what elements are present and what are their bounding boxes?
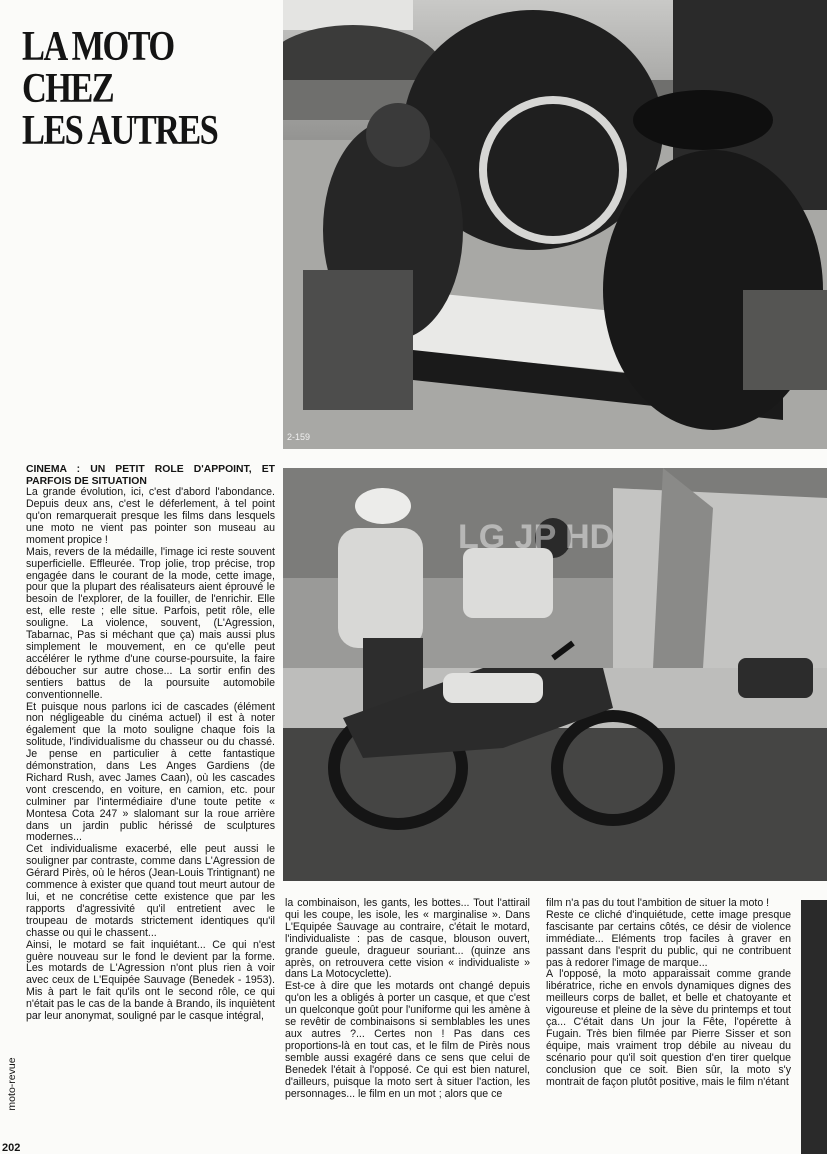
column-1-paragraph-1: La grande évolution, ici, c'est d'abord l'abondance. Depuis deux ans, c'est le déferlement, à tel point qu'on remarquerait presque les films dans lesquels une moto ne vient pas pointer son museau au moment propice ! (26, 486, 275, 546)
section-heading: CINEMA : UN PETIT ROLE D'APPOINT, ET PARFOIS DE SITUATION (26, 464, 275, 487)
column-2-paragraph-1: la combinaison, les gants, les bottes... Tout l'attirail qui les coupe, les isole, les « marginalise ». Dans L'Equipée Sauvage au contraire, c'était le motard, l'individualiste : pas de casque, blouson ouvert, grande gueule, dragueur souriant... (quinze ans après, on retrouvera cette vision « individualiste » dans La Motocyclette). (285, 898, 530, 981)
column-3-paragraph-2: Reste ce cliché d'inquiétude, cette image presque fascisante par certains côtés, ce désir de violence immédiate... Eléments trop faciles à graver en passant dans l'esprit du public, qui ne contribuent pas à redorer l'image de marque... (546, 908, 791, 969)
column-3-paragraph-1: film n'a pas du tout l'ambition de situer la moto ! (546, 898, 770, 909)
bottom-photo-couple-on-moped (283, 468, 827, 881)
article-column-2 (285, 898, 530, 1154)
column-3-paragraph-3: A l'opposé, la moto apparaissait comme grande libératrice, riche en envols dynamiques dignes des meilleurs corps de ballet, et belle et chatoyante et vigoureuse et pleine de la sève du printemps et tout ça... C'était dans Un jour la Fête, l'opérette à Fugain. Très bien filmée par Pierre Sisser et son équipe, mais vraiment trop débile au niveau du scénario pour qu'il soit question d'en tirer quelque conclusion que ce soit. Bien sûr, la moto s'y montrait de façon plutôt positive, mais le film n'étant (546, 968, 791, 1088)
column-1-paragraph-4: Cet individualisme exacerbé, elle peut aussi le souligner par contraste, comme dans L'Agression de Gérard Pirès, où le héros (Jean-Louis Trintignant) ne commence à exister que quand tout meurt autour de lui, et ne concrétise cette existence que par les rapports d'agressivité qu'il entretient avec le troupeau de motards strictement identiques qu'il chasse ou qui le chassent... (26, 843, 275, 939)
article-column-3 (546, 898, 791, 1154)
article-column-1 (26, 464, 275, 1154)
column-1-paragraph-2: Mais, revers de la médaille, l'image ici reste souvent superficielle. Effleurée. Trop jolie, trop précise, trop engagée dans le courant de la mode, cette image, pour que la plupart des réalisateurs aient éprouvé le besoin de l'explorer, de la fouiller, de l'enrichir. Elle est, elle reste ; elle situe. Parfois, petit rôle, elle souligne. La violence, souvent, (L'Agression, Tabarnac, Pas si méchant que ça) mais aussi plus simplement le mouvement, en ce qu'elle peut accélérer le rythme d'une course-poursuite, la faire déboucher sur autre chose... La sortir enfin des sentiers battus de la poursuite automobile conventionnelle. (26, 545, 275, 701)
page-number: 202 (2, 1142, 21, 1154)
title-line-1: LA MOTO (22, 24, 174, 70)
magazine-name: moto-revue (6, 1057, 18, 1111)
page-edge-photo-strip (801, 900, 827, 1154)
article-title (22, 26, 227, 152)
column-2-paragraph-2: Est-ce à dire que les motards ont changé depuis qu'on les a obligés à porter un casque, et que c'est un quelconque goût pour l'uniforme qui les amène à se revêtir de combinaisons si semblables les unes aux autres ?... Certes non ! Pas dans ces proportions-là en tout cas, et le film de Pirès nous semble aussi exagéré dans ce sens que celui de Benedek l'était à l'opposé. Ce qui est bien naturel, d'ailleurs, puisque la moto sert à situer l'action, les personnages... le film en un mot ; alors que ce (285, 980, 530, 1100)
column-1-paragraph-3: Et puisque nous parlons ici de cascades (élément non négligeable du cinéma actuel) il est à noter également que la moto souligne chaque fois la solitude, l'individualisme du chasseur ou du chassé. Je pense en particulier à cette fantastique démonstration, dans Les Anges Gardiens (de Richard Rush, avec James Caan), où les cascades vont crescendo, en voiture, en camion, etc. pour culminer par l'intermédiaire d'une toute petite « Montesa Cota 247 » slalomant sur la roue arrière dans un jardin public hérissé de sculptures modernes... (26, 700, 275, 844)
top-photo-rider-jump (283, 0, 827, 449)
photo-caption-mark: 2-159 (287, 432, 311, 442)
title-line-3: LES AUTRES (22, 108, 218, 154)
title-line-2: CHEZ (22, 66, 114, 112)
page-folio (2, 1020, 22, 1154)
column-1-paragraph-5: Ainsi, le motard se fait inquiétant... Ce qui n'est guère nouveau sur le fond le devient par la forme. Les motards de L'Agression n'ont plus rien à voir avec ceux de L'Equipée Sauvage (Benedek - 1953). Mis à part le fait qu'ils ont le second rôle, ce qui n'était pas le cas de la bande à Brando, ils inquiètent par leur anonymat, souligné par le casque intégral, (26, 938, 275, 1023)
photo-watermark: LG JP HD (458, 518, 615, 556)
